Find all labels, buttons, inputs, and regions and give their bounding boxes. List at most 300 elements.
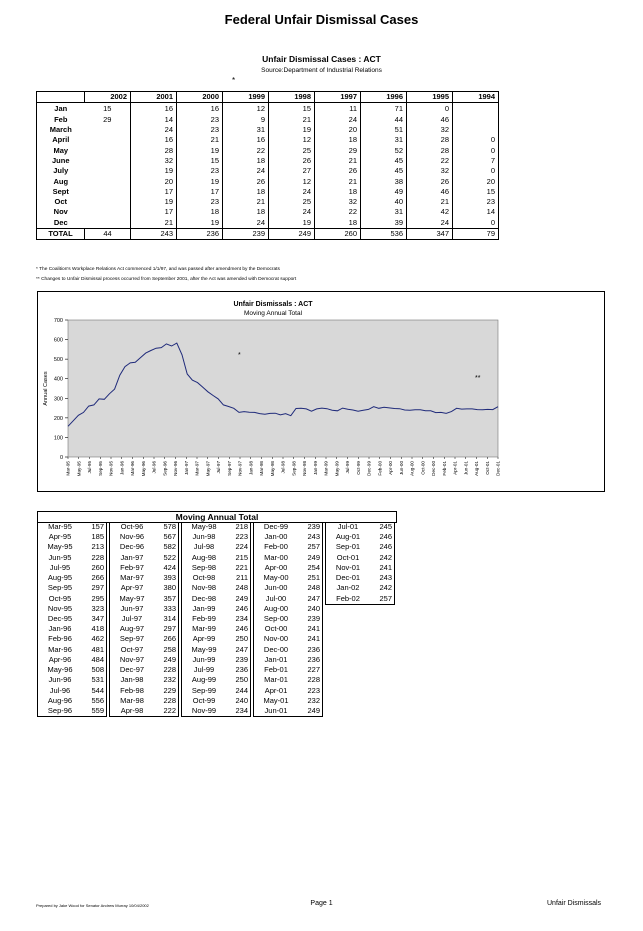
header-year: 2000 <box>177 92 223 103</box>
table-row <box>37 207 499 217</box>
mat-row <box>38 655 106 665</box>
mat-row <box>254 696 322 706</box>
mat-row <box>110 594 178 604</box>
x-tick-label: Dec-99 <box>366 461 372 476</box>
table-row <box>37 145 499 155</box>
mat-month: Oct-95 <box>48 593 72 603</box>
mat-row <box>110 542 178 552</box>
table-cell: 27 <box>269 166 315 176</box>
table-row <box>37 176 499 186</box>
table-cell: 24 <box>223 218 269 229</box>
mat-value: 333 <box>163 603 176 613</box>
mat-month: Sep-96 <box>47 705 73 715</box>
table-cell: 29 <box>315 145 361 155</box>
mat-month: Aug-98 <box>191 552 217 562</box>
mat-month: May-00 <box>263 573 289 583</box>
month-label: Nov <box>37 207 85 217</box>
mat-row <box>254 522 322 532</box>
table-cell: 16 <box>223 135 269 145</box>
mat-month: Oct-98 <box>192 573 216 583</box>
table-cell: 26 <box>407 176 453 186</box>
mat-row <box>182 604 250 614</box>
mat-value: 243 <box>307 532 320 542</box>
mat-month: Apr-00 <box>264 562 288 572</box>
mat-row <box>110 604 178 614</box>
mat-row <box>182 614 250 624</box>
mat-value: 246 <box>379 532 392 542</box>
mat-row <box>38 583 106 593</box>
mat-value: 245 <box>379 522 392 531</box>
mat-row <box>110 522 178 532</box>
table-cell: 15 <box>85 103 131 115</box>
table-cell: 18 <box>177 207 223 217</box>
cases-table-header <box>37 92 499 103</box>
table-cell: 24 <box>315 115 361 125</box>
mat-month: Oct-97 <box>120 644 144 654</box>
mat-row <box>254 706 322 716</box>
mat-row <box>182 583 250 593</box>
table-cell: 31 <box>361 135 407 145</box>
table-cell: 42 <box>407 207 453 217</box>
mat-value: 578 <box>163 522 176 531</box>
mat-row <box>110 573 178 583</box>
table-cell: 21 <box>177 135 223 145</box>
mat-value: 218 <box>235 522 248 531</box>
table-cell: 45 <box>361 156 407 166</box>
mat-value: 246 <box>235 603 248 613</box>
mat-month: Apr-99 <box>192 634 216 644</box>
x-tick-label: Mar-99 <box>323 461 329 476</box>
table-cell: 15 <box>177 156 223 166</box>
mat-month: Jun-01 <box>264 705 288 715</box>
chart-annotation: ** <box>475 375 481 382</box>
mat-value: 257 <box>307 542 320 552</box>
table-cell: 24 <box>407 218 453 229</box>
table-cell: 14 <box>453 207 499 217</box>
table-cell: 11 <box>315 103 361 115</box>
mat-row <box>110 706 178 716</box>
mat-row <box>110 696 178 706</box>
mat-value: 228 <box>163 665 176 675</box>
mat-row <box>110 563 178 573</box>
header-year: 1999 <box>223 92 269 103</box>
mat-row <box>38 553 106 563</box>
table-cell: 16 <box>131 135 177 145</box>
mat-value: 380 <box>163 583 176 593</box>
mat-month: May-97 <box>119 593 145 603</box>
x-tick-label: Jan-97 <box>183 461 189 476</box>
table-cell <box>85 197 131 207</box>
mat-value: 251 <box>307 573 320 583</box>
mat-row <box>38 634 106 644</box>
y-tick-label: 600 <box>53 337 63 344</box>
mat-month: Aug-95 <box>47 573 73 583</box>
y-tick-label: 0 <box>59 455 63 461</box>
table-cell: 18 <box>315 187 361 197</box>
table-cell: 18 <box>315 135 361 145</box>
mat-row <box>182 686 250 696</box>
mat-month: Nov-00 <box>263 634 289 644</box>
mat-value: 223 <box>235 532 248 542</box>
total-cell: 236 <box>177 228 223 239</box>
mat-month: Sep-01 <box>335 542 361 552</box>
x-tick-label: Aug-00 <box>409 461 415 476</box>
mat-month: Nov-97 <box>119 654 145 664</box>
table-cell: 24 <box>269 187 315 197</box>
mat-row <box>254 542 322 552</box>
table-cell: 21 <box>315 156 361 166</box>
mat-month: Jul-95 <box>49 562 71 572</box>
mat-value: 222 <box>163 705 176 715</box>
mat-row <box>254 532 322 542</box>
mat-value: 221 <box>235 562 248 572</box>
footnote-2: ** Changes to Unfair Dismissal process occurred from September 2001, after the Act was amended with Democrat support <box>36 277 297 282</box>
moving-total-chart <box>38 292 604 491</box>
mat-month: Aug-97 <box>119 624 145 634</box>
table-cell: 21 <box>315 176 361 186</box>
mat-value: 258 <box>163 644 176 654</box>
mat-row <box>38 563 106 573</box>
table-row <box>37 156 499 166</box>
mat-row <box>326 573 394 583</box>
header-year: 1994 <box>453 92 499 103</box>
mat-month: Aug-01 <box>335 532 361 542</box>
table-cell: 23 <box>177 197 223 207</box>
mat-row <box>182 624 250 634</box>
mat-row <box>38 573 106 583</box>
mat-value: 393 <box>163 573 176 583</box>
table-row <box>37 187 499 197</box>
table-cell: 7 <box>453 156 499 166</box>
mat-month: Mar-96 <box>48 644 72 654</box>
mat-month: Mar-00 <box>264 552 288 562</box>
mat-value: 228 <box>91 552 104 562</box>
mat-month: Sep-97 <box>119 634 145 644</box>
table-cell: 46 <box>407 115 453 125</box>
x-tick-label: Oct-01 <box>484 461 490 475</box>
mat-value: 544 <box>91 685 104 695</box>
table-cell: 44 <box>361 115 407 125</box>
mat-month: Jun-97 <box>120 603 144 613</box>
mat-value: 242 <box>379 552 392 562</box>
plot-area <box>68 320 498 457</box>
mat-month: Nov-95 <box>47 603 73 613</box>
x-tick-label: Jun-01 <box>463 461 469 476</box>
table-cell: 0 <box>453 166 499 176</box>
header-year: 1995 <box>407 92 453 103</box>
mat-month: Nov-98 <box>191 583 217 593</box>
month-label: April <box>37 135 85 145</box>
mat-month: Nov-99 <box>191 705 217 715</box>
table-cell: 23 <box>177 125 223 135</box>
mat-value: 215 <box>235 552 248 562</box>
mat-month: Jun-00 <box>264 583 288 593</box>
mat-row <box>326 594 394 604</box>
mat-value: 227 <box>307 665 320 675</box>
mat-value: 249 <box>307 705 320 715</box>
table-cell: 19 <box>177 176 223 186</box>
total-cell: 249 <box>269 228 315 239</box>
table-row <box>37 103 499 115</box>
table-cell: 21 <box>131 218 177 229</box>
table-cell: 28 <box>407 145 453 155</box>
mat-value: 567 <box>163 532 176 542</box>
mat-column <box>37 522 107 717</box>
mat-month: Sep-99 <box>191 685 217 695</box>
mat-value: 241 <box>307 624 320 634</box>
mat-month: Apr-01 <box>264 685 288 695</box>
x-tick-label: May-98 <box>269 461 275 477</box>
x-tick-label: Jul-98 <box>280 461 286 474</box>
table-cell <box>453 103 499 115</box>
mat-value: 234 <box>235 613 248 623</box>
table-cell: 15 <box>453 187 499 197</box>
mat-row <box>38 594 106 604</box>
mat-month: Jan-00 <box>264 532 288 542</box>
total-cell: 260 <box>315 228 361 239</box>
mat-value: 249 <box>307 552 320 562</box>
mat-value: 229 <box>163 685 176 695</box>
table-row <box>37 125 499 135</box>
mat-row <box>182 675 250 685</box>
mat-month: Jul-01 <box>337 522 359 531</box>
mat-value: 236 <box>307 654 320 664</box>
mat-row <box>254 624 322 634</box>
x-tick-label: Sep-95 <box>97 461 103 476</box>
mat-row <box>326 522 394 532</box>
mat-table-title: Moving Annual Total <box>37 511 397 523</box>
mat-row <box>254 655 322 665</box>
mat-value: 323 <box>91 603 104 613</box>
mat-row <box>38 645 106 655</box>
table-cell: 38 <box>361 176 407 186</box>
x-tick-label: Jan-99 <box>312 461 318 476</box>
y-axis-label: Annual Cases <box>43 371 49 406</box>
x-tick-label: Dec-00 <box>431 461 436 476</box>
mat-month: Jun-98 <box>192 532 216 542</box>
table-cell <box>85 145 131 155</box>
footer-credit: Prepared by Jake Wood for Senator Andrew Murray 10/04/2002 <box>36 903 149 908</box>
mat-value: 185 <box>91 532 104 542</box>
table-cell: 16 <box>177 103 223 115</box>
mat-month: Feb-00 <box>264 542 288 552</box>
mat-month: Dec-98 <box>191 593 217 603</box>
table-cell <box>85 156 131 166</box>
table-cell: 28 <box>407 135 453 145</box>
mat-month: Oct-01 <box>336 552 360 562</box>
mat-month: Dec-95 <box>47 613 73 623</box>
x-tick-label: Jul-97 <box>216 461 221 474</box>
table-cell: 24 <box>223 166 269 176</box>
mat-value: 556 <box>91 695 104 705</box>
mat-row <box>182 542 250 552</box>
y-tick-label: 100 <box>53 435 63 442</box>
mat-row <box>254 686 322 696</box>
footer-page-number: Page 1 <box>310 900 333 907</box>
mat-value: 314 <box>163 613 176 623</box>
table-cell: 0 <box>453 135 499 145</box>
table-cell <box>85 218 131 229</box>
table-cell: 23 <box>453 197 499 207</box>
mat-value: 250 <box>235 634 248 644</box>
x-tick-label: Mar-95 <box>65 461 71 476</box>
mat-row <box>110 532 178 542</box>
table-cell: 22 <box>315 207 361 217</box>
mat-value: 295 <box>91 593 104 603</box>
y-tick-label: 200 <box>53 415 63 422</box>
mat-month: Jan-97 <box>120 552 144 562</box>
table-row <box>37 115 499 125</box>
mat-value: 260 <box>91 562 104 572</box>
mat-month: Feb-97 <box>120 562 144 572</box>
table-cell <box>85 176 131 186</box>
table-cell: 49 <box>361 187 407 197</box>
total-label: TOTAL <box>37 228 85 239</box>
total-row <box>37 228 499 239</box>
mat-row <box>254 675 322 685</box>
month-label: May <box>37 145 85 155</box>
x-tick-label: Mar-96 <box>130 461 135 476</box>
mat-column <box>325 522 395 605</box>
table-cell: 18 <box>223 156 269 166</box>
y-tick-label: 700 <box>53 318 63 324</box>
footnote-1: * The Coalition's Workplace Relations Act commenced 1/1/97, and was passed after amendment by the Democrats <box>36 267 280 272</box>
month-label: Sept <box>37 187 85 197</box>
page-title: Federal Unfair Dismissal Cases <box>224 12 419 27</box>
mat-row <box>110 624 178 634</box>
mat-value: 232 <box>163 675 176 685</box>
y-tick-label: 300 <box>53 396 63 403</box>
mat-month: Aug-99 <box>191 675 217 685</box>
mat-value: 240 <box>307 603 320 613</box>
mat-value: 236 <box>235 665 248 675</box>
mat-row <box>182 522 250 532</box>
mat-row <box>110 634 178 644</box>
mat-row <box>182 696 250 706</box>
mat-month: Dec-97 <box>119 665 145 675</box>
mat-month: Apr-95 <box>48 532 72 542</box>
x-tick-label: Mar-98 <box>259 461 264 476</box>
mat-month: Feb-98 <box>120 685 144 695</box>
table-cell: 18 <box>315 218 361 229</box>
mat-row <box>254 573 322 583</box>
mat-value: 481 <box>91 644 104 654</box>
mat-month: Sep-00 <box>263 613 289 623</box>
mat-row <box>254 614 322 624</box>
table-cell: 26 <box>223 176 269 186</box>
table-cell: 21 <box>223 197 269 207</box>
mat-month: Jul-97 <box>121 613 143 623</box>
mat-value: 508 <box>91 665 104 675</box>
x-tick-label: May-96 <box>140 461 146 477</box>
table-cell: 71 <box>361 103 407 115</box>
x-tick-label: Jan-98 <box>248 461 254 476</box>
header-year: 1997 <box>315 92 361 103</box>
footer-document-name: Unfair Dismissals <box>547 900 602 907</box>
mat-row <box>110 645 178 655</box>
table-row <box>37 166 499 176</box>
table-cell: 12 <box>269 135 315 145</box>
mat-value: 266 <box>163 634 176 644</box>
mat-row <box>182 553 250 563</box>
x-tick-label: Oct-00 <box>420 461 426 475</box>
table-cell: 0 <box>453 218 499 229</box>
mat-row <box>182 573 250 583</box>
total-cell: 79 <box>453 228 499 239</box>
chart-title: Unfair Dismissals : ACT <box>233 301 313 308</box>
month-label: June <box>37 156 85 166</box>
mat-value: 249 <box>235 593 248 603</box>
mat-value: 246 <box>379 542 392 552</box>
month-label: March <box>37 125 85 135</box>
mat-row <box>182 563 250 573</box>
x-tick-label: Aug-01 <box>474 461 479 476</box>
chart-subtitle: Moving Annual Total <box>243 310 303 317</box>
mat-value: 248 <box>307 583 320 593</box>
table-cell: 25 <box>269 145 315 155</box>
x-tick-label: Nov-96 <box>173 461 178 476</box>
cases-table-star: * <box>232 76 236 85</box>
header-year: 2002 <box>85 92 131 103</box>
mat-column <box>253 522 323 717</box>
table-cell: 26 <box>269 156 315 166</box>
table-row <box>37 197 499 207</box>
mat-value: 239 <box>235 654 248 664</box>
x-tick-label: May-97 <box>205 461 211 477</box>
mat-value: 224 <box>235 542 248 552</box>
mat-value: 248 <box>235 583 248 593</box>
mat-row <box>254 563 322 573</box>
mat-month: Aug-96 <box>47 695 73 705</box>
x-tick-label: Feb-00 <box>377 461 383 476</box>
table-cell: 24 <box>131 125 177 135</box>
mat-month: Jul-96 <box>49 685 71 695</box>
total-cell: 243 <box>131 228 177 239</box>
mat-row <box>110 655 178 665</box>
table-cell: 16 <box>131 103 177 115</box>
mat-row <box>38 624 106 634</box>
mat-month: Dec-00 <box>263 644 289 654</box>
mat-month: Dec-99 <box>263 522 289 531</box>
table-cell <box>85 207 131 217</box>
mat-month: Jul-98 <box>193 542 215 552</box>
mat-value: 424 <box>163 562 176 572</box>
mat-month: May-95 <box>47 542 73 552</box>
month-label: Feb <box>37 115 85 125</box>
total-cell: 536 <box>361 228 407 239</box>
mat-row <box>38 522 106 532</box>
mat-row <box>38 665 106 675</box>
table-cell: 19 <box>131 166 177 176</box>
mat-month: Mar-98 <box>120 695 144 705</box>
mat-row <box>254 634 322 644</box>
mat-row <box>326 563 394 573</box>
mat-value: 250 <box>235 675 248 685</box>
cases-table-source: Source:Department of Industrial Relations <box>261 67 382 74</box>
mat-month: Mar-99 <box>192 624 216 634</box>
mat-row <box>38 532 106 542</box>
table-cell: 39 <box>361 218 407 229</box>
table-cell: 17 <box>177 187 223 197</box>
table-cell <box>453 125 499 135</box>
table-cell: 31 <box>223 125 269 135</box>
mat-value: 559 <box>91 705 104 715</box>
table-cell: 45 <box>361 166 407 176</box>
mat-row <box>110 614 178 624</box>
x-tick-label: Apr-00 <box>388 461 393 475</box>
mat-value: 462 <box>91 634 104 644</box>
mat-month: May-01 <box>263 695 289 705</box>
